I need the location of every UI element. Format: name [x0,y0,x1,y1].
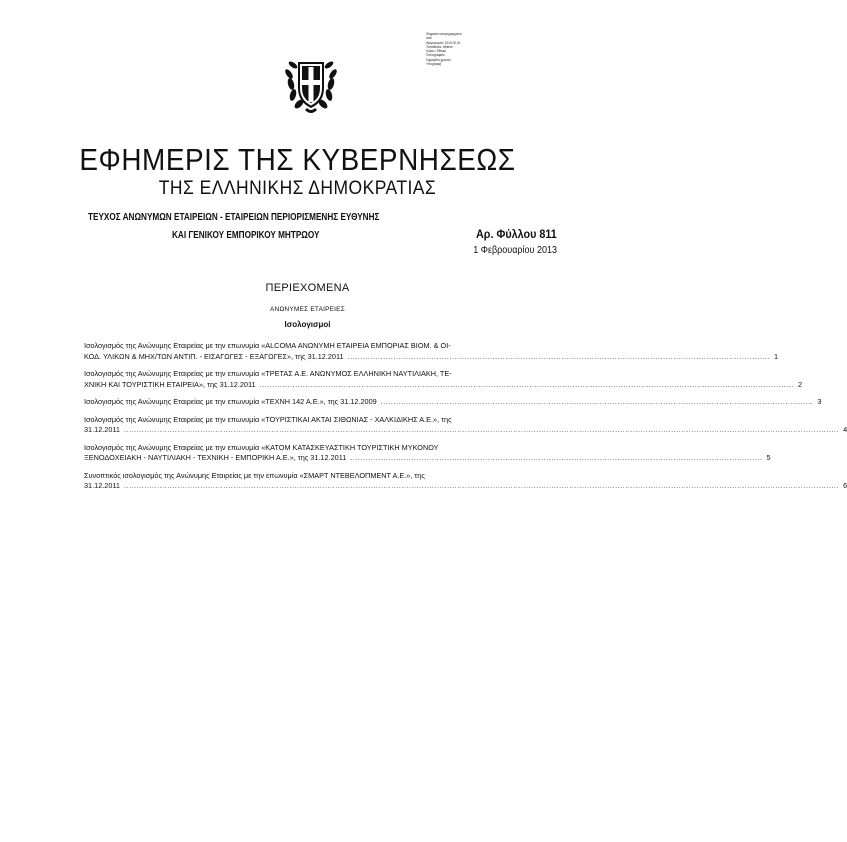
toc-page-number: 1 [774,351,779,361]
toc-entry[interactable] [84,442,771,465]
toc-entry-text: Ισολογισμός της Ανώνυμης Εταιρείας με την επωνυμία «ALCOMA ΑΝΩΝΥΜΗ ΕΤΑΙΡΕΙΑ ΕΜΠΟΡΙΑΣ ΒΙΟΜ. & ΟΙ- [84,341,451,350]
toc-entry-text: ΚΟΔ. ΥΛΙΚΩΝ & ΜΗΧ/ΤΩΝ ΑΝΤΙΠ. - ΕΙΣΑΓΩΓΕΣ - ΕΞΑΓΩΓΕΣ», της 31.12.2011 [84,351,344,361]
leader-dots: .................................................................................................................................................................................................................. [259,381,794,389]
issue-type-line-1: ΤΕΥΧΟΣ ΑΝΩΝΥΜΩΝ ΕΤΑΙΡΕΙΩΝ - ΕΤΑΙΡΕΙΩΝ ΠΕΡΙΟΡΙΣΜΕΝΗΣ ΕΥΘΥΝΗΣ [88,211,380,223]
table-of-contents [84,341,847,499]
signature-line: Ψηφιακά υπογεγραμμένο [426,32,462,36]
toc-entry-text: Ισολογισμός της Ανώνυμης Εταιρείας με την επωνυμία «ΤΟΥΡΙΣΤΙΚΑΙ ΑΚΤΑΙ ΣΙΘΩΝΙΑΣ - ΧΑΛΚΙΔΙΚΗΣ Α.Ε.», της [84,414,452,424]
toc-entry[interactable] [84,414,847,437]
gazette-title: ΕΦΗΜΕΡΙΣ ΤΗΣ ΚΥΒΕΡΝΗΣΕΩΣ [79,142,516,177]
issue-type-line-2: ΚΑΙ ΓΕΝΙΚΟΥ ΕΜΠΟΡΙΚΟΥ ΜΗΤΡΩΟΥ [172,229,320,241]
signature-line: Υπογραφή [426,62,442,67]
toc-entry[interactable] [84,369,803,391]
toc-entry-text: Ισολογισμός της Ανώνυμης Εταιρείας με την επωνυμία «ΚΑΤΟΜ ΚΑΤΑΣΚΕΥΑΣΤΙΚΗ ΤΟΥΡΙΣΤΙΚΗ ΜΥΚΟΝΟΥ [84,442,439,452]
gazette-subtitle: ΤΗΣ ΕΛΛΗΝΙΚΗΣ ΔΗΜΟΚΡΑΤΙΑΣ [158,178,437,199]
leader-dots: ...................................................................................................................................................................... [347,353,771,361]
toc-entry[interactable] [84,470,847,493]
leader-dots: ......................................................................................................................................................................................................................................................................................... [123,483,840,490]
contents-heading: ΠΕΡΙΕΧΟΜΕΝΑ [265,282,350,294]
signature-line: Λόγος: Εθνικό [426,49,447,54]
signature-line: Σφραγίδα χρόνου [426,57,451,62]
toc-entry-text: Ισολογισμός της Ανώνυμης Εταιρείας με την επωνυμία «ΤΕΧΝΗ 142 Α.Ε.», της 31.12.2009 [84,397,377,406]
toc-entry-text: ΞΕΝΟΔΟΧΕΙΑΚΗ - ΝΑΥΤΙΛΙΑΚΗ - ΤΕΧΝΙΚΗ - ΕΜΠΟΡΙΚΗ Α.Ε.», της 31.12.2011 [84,453,347,462]
toc-entry-text: 31.12.2011 [84,481,120,490]
toc-entry-text: Συνοπτικός ισολογισμός της Ανώνυμης Εταιρείας με την επωνυμία «ΣΜΑΡΤ ΝΤΕΒΕΛΟΠΜΕΝΤ Α.Ε.», της [84,470,425,480]
sheet-number: Αρ. Φύλλου 811 [476,227,557,241]
leader-dots: .......................................................................................................................................................................... [380,399,814,406]
issue-date: 1 Φεβρουαρίου 2013 [473,245,557,256]
signature-line: Τυπογραφείο [426,53,445,58]
toc-entry-text: 31.12.2011 [84,425,120,434]
subsection-heading: Ισολογισμοί [284,320,331,329]
toc-page-number: 4 [843,425,847,434]
toc-entry[interactable] [84,397,822,409]
greek-coat-of-arms-emblem [281,50,341,116]
signature-line: Ημερομηνία: 2013.02.01 [426,40,461,45]
toc-page-number: 2 [797,379,803,389]
toc-entry-text: ΧΝΙΚΗ ΚΑΙ ΤΟΥΡΙΣΤΙΚΗ ΕΤΑΙΡΕΙΑ», της 31.12.2011 [84,379,256,389]
toc-page-number: 6 [843,481,847,490]
leader-dots: ......................................................................................................................................................................................................................................................................................... [123,427,840,434]
toc-entry[interactable] [84,341,779,363]
signature-line: από [426,36,432,41]
digital-signature-block [426,32,486,66]
toc-page-number: 3 [817,397,822,406]
toc-page-number: 5 [766,453,771,462]
toc-entry-text: Ισολογισμός της Ανώνυμης Εταιρείας με την επωνυμία «ΤΡΕΤΑΣ Α.Ε. ΑΝΩΝΥΜΟΣ ΕΛΛΗΝΙΚΗ ΝΑΥΤΙΛΙΑΚΗ, ΤΕ- [84,369,452,378]
signature-line: Τοποθεσία: Athens [426,44,453,49]
section-heading: ΑΝΩΝΥΜΕΣ ΕΤΑΙΡΕΙΕΣ [270,306,345,313]
leader-dots: .................................................................................................................................................................. [350,455,763,462]
